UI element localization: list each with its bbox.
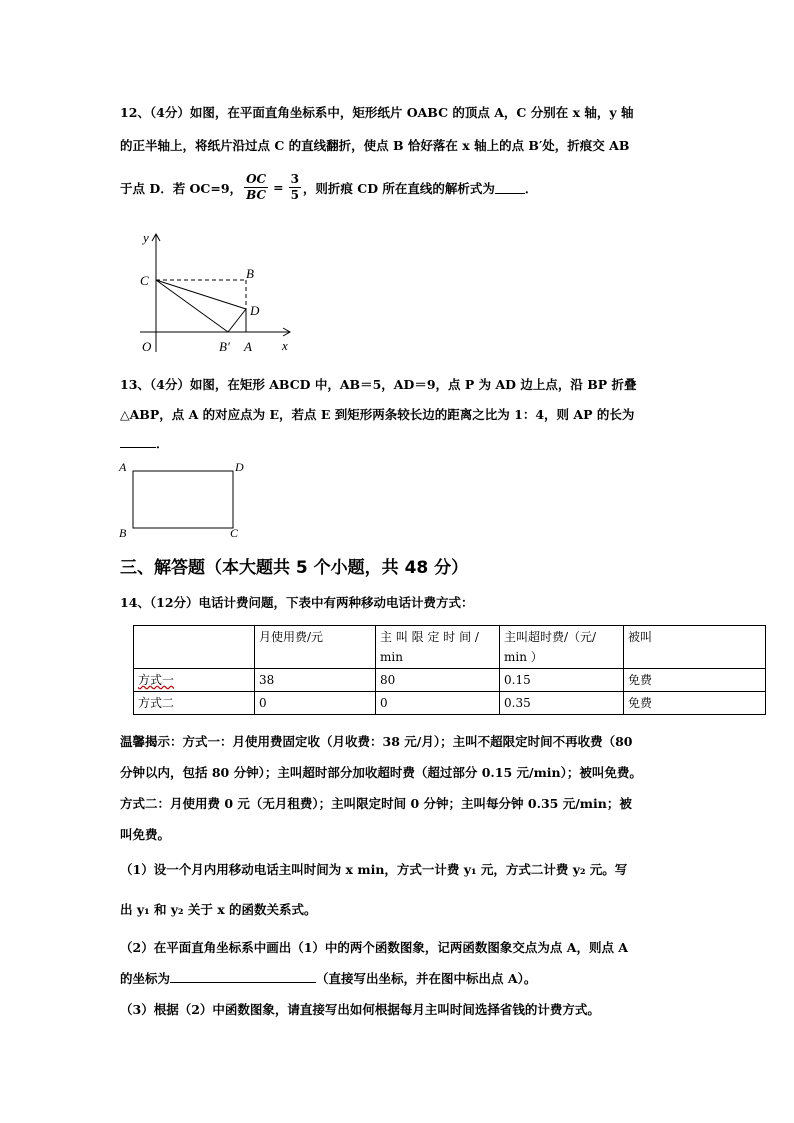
- q12-line2: 的正半轴上，将纸片沿过点 C 的直线翻折，使点 B 恰好落在 x 轴上的点 B′处，折痕交 AB: [120, 138, 630, 153]
- q14-tip-line1: 温馨揭示：方式一：月使用费固定收（月收费：38 元/月）；主叫不超限定时间不再收费（80: [120, 734, 633, 749]
- q14-tip-line4: 叫免费。: [120, 827, 171, 842]
- fraction-denominator: BC: [246, 188, 267, 202]
- q13-answer-blank[interactable]: [120, 436, 156, 448]
- label-a: A: [119, 460, 127, 474]
- q13-line3: [120, 434, 169, 452]
- label-b: B: [119, 526, 127, 540]
- q12-line3-end: ．: [524, 180, 538, 196]
- table-row: [134, 692, 766, 715]
- label-y: y: [143, 230, 149, 245]
- q14-part2-suffix: （直接写出坐标，并在图中标出点 A）。: [316, 971, 537, 986]
- q12-fraction-3-5: [289, 172, 301, 203]
- q12-line3-text-a: 于点 D．若 OC=9，: [120, 180, 243, 196]
- table-header-row: [134, 626, 766, 669]
- q12-line3-text-b: ，则折痕 CD 所在直线的解析式为: [302, 180, 495, 196]
- table-cell: 0: [255, 692, 376, 715]
- table-cell: 方式一: [134, 669, 255, 692]
- fraction-numerator: 3: [290, 172, 299, 186]
- label-b: B: [246, 266, 254, 281]
- table-cell: 免费: [624, 669, 766, 692]
- fold-line-cd: [156, 280, 246, 309]
- table-header-cell: 主叫超时费/（元/ min ）: [500, 626, 624, 669]
- q14-coordinate-blank[interactable]: [170, 971, 316, 983]
- q12-figure: [130, 228, 300, 358]
- equals-sign: =: [273, 180, 284, 195]
- q14-part1-line2: 出 y₁ 和 y₂ 关于 x 的函数关系式。: [120, 902, 317, 917]
- q14-intro: 14、（12分）电话计费问题，下表中有两种移动电话计费方式：: [120, 595, 474, 610]
- label-x: x: [282, 338, 288, 353]
- q14-tip-line2: 分钟以内，包括 80 分钟）；主叫超时部分加收超时费（超过部分 0.15 元/min）；被叫免费。: [120, 765, 642, 780]
- label-c: C: [140, 273, 149, 288]
- label-d: D: [235, 460, 244, 474]
- table-cell: 0.15: [500, 669, 624, 692]
- q14-part2-line2: [120, 969, 536, 987]
- fraction-denominator: 5: [290, 188, 299, 202]
- q14-part1-line1: （1）设一个月内用移动电话主叫时间为 x min，方式一计费 y₁ 元，方式二计费 y₂ 元。写: [120, 862, 628, 877]
- label-a: A: [244, 339, 252, 354]
- q12-line1: 12、（4分）如图，在平面直角坐标系中，矩形纸片 OABC 的顶点 A，C 分别在 x 轴，y 轴: [120, 105, 634, 120]
- billing-table: [133, 625, 766, 715]
- q14-part2-line1: （2）在平面直角坐标系中画出（1）中的两个函数图象，记两函数图象交点为点 A，则点 A: [120, 940, 628, 955]
- segment-cbprime: [156, 280, 228, 332]
- table-cell: 方式二: [134, 692, 255, 715]
- q13-figure: [116, 458, 256, 540]
- q12-answer-blank[interactable]: [495, 182, 525, 194]
- table-cell: 0: [376, 692, 500, 715]
- table-header-cell: 主 叫 限 定 时 间 / min: [376, 626, 500, 669]
- table-header-cell: [134, 626, 255, 669]
- rectangle-abcd: [133, 471, 233, 528]
- q13-line2: △ABP，点 A 的对应点为 E，若点 E 到矩形两条较长边的距离之比为 1：4，则 AP 的长为: [120, 407, 635, 422]
- table-header-cell: 月使用费/元: [255, 626, 376, 669]
- table-cell: 38: [255, 669, 376, 692]
- table-header-cell: 被叫: [624, 626, 766, 669]
- q14-tip-line3: 方式二：月使用费 0 元（无月租费）；主叫限定时间 0 分钟；主叫每分钟 0.35 元/min；被: [120, 796, 632, 811]
- q12-fraction-oc-bc: [244, 172, 268, 203]
- q14-part2-prefix: 的坐标为: [120, 971, 171, 986]
- q12-line3: [120, 172, 537, 203]
- label-o: O: [142, 339, 152, 354]
- table-cell: 0.35: [500, 692, 624, 715]
- table-cell: 80: [376, 669, 500, 692]
- segment-bprime-d: [228, 309, 246, 332]
- table-row: [134, 669, 766, 692]
- section-heading: 三、解答题（本大题共 5 个小题，共 48 分）: [120, 558, 469, 578]
- q13-line1: 13、（4分）如图，在矩形 ABCD 中，AB＝5，AD＝9，点 P 为 AD 边上点，沿 BP 折叠: [120, 377, 637, 392]
- table-cell: 免费: [624, 692, 766, 715]
- q14-part3: （3）根据（2）中函数图象，请直接写出如何根据每月主叫时间选择省钱的计费方式。: [120, 1002, 600, 1017]
- label-d: D: [250, 303, 260, 318]
- label-b-prime: B′: [219, 339, 230, 354]
- fraction-numerator: OC: [246, 172, 267, 186]
- q13-line3-end: ．: [156, 436, 169, 451]
- label-c: C: [230, 526, 239, 540]
